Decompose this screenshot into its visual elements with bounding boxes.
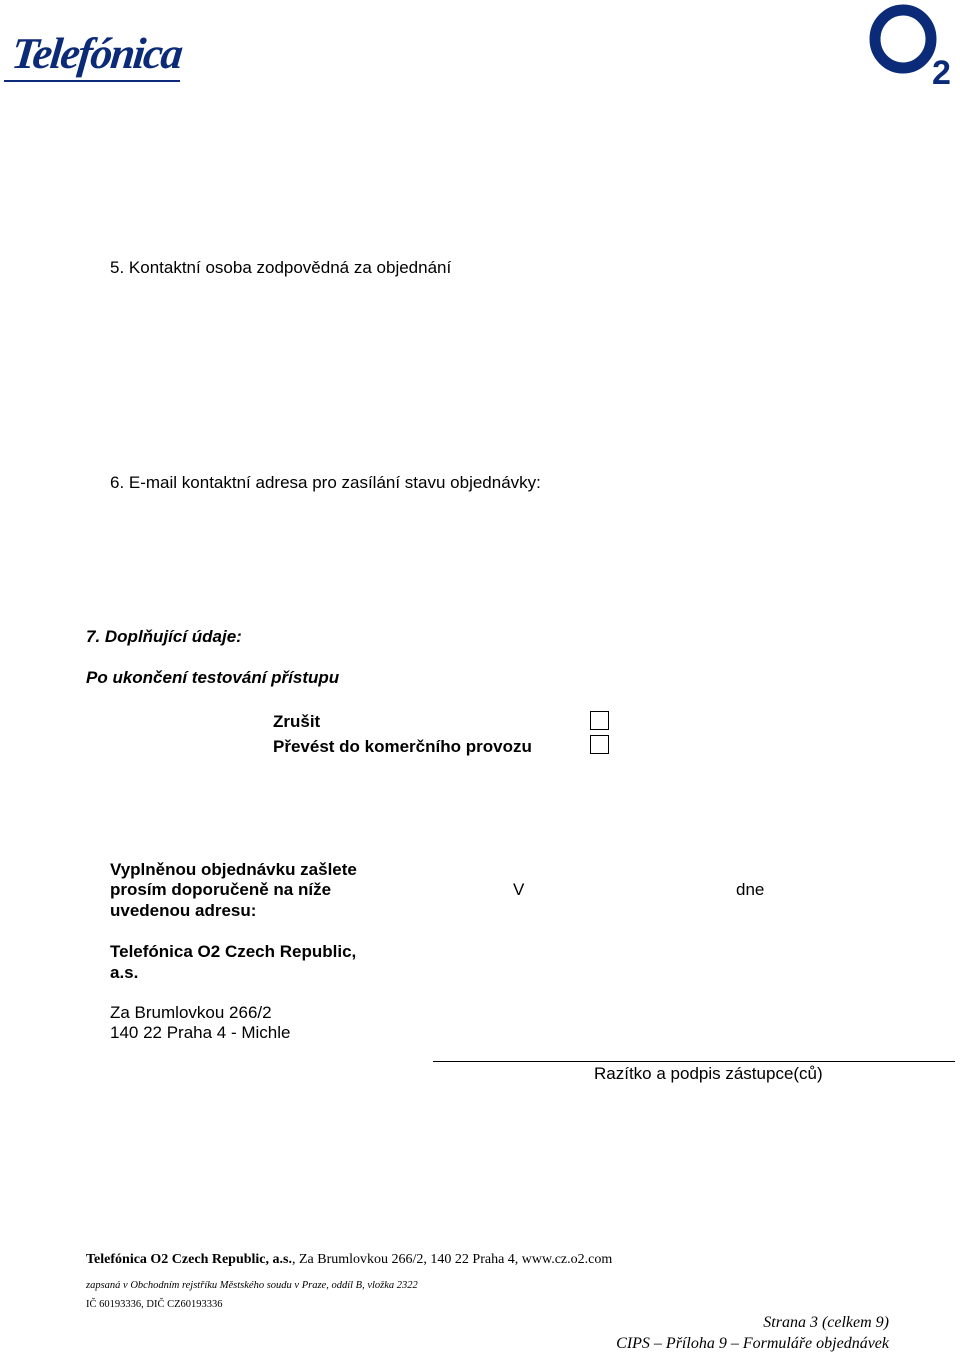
signature-line xyxy=(433,1061,955,1062)
section-7-heading: 7. Doplňující údaje: xyxy=(86,627,242,646)
section-7-subheading: Po ukončení testování přístupu xyxy=(86,668,340,687)
telefonica-logo-underline xyxy=(4,80,180,82)
footer-register: zapsaná v Obchodním rejstříku Městského soudu v Praze, oddíl B, vložka 2322 xyxy=(86,1280,418,1291)
footer-company-name: Telefónica O2 Czech Republic, a.s. xyxy=(86,1252,292,1267)
place-label: V xyxy=(513,880,525,899)
address-city: 140 22 Praha 4 - Michle xyxy=(110,1023,291,1042)
address-street: Za Brumlovkou 266/2 xyxy=(110,1003,272,1022)
option-cancel-label: Zrušit xyxy=(273,712,321,731)
telefonica-logo-text: Telefónica xyxy=(9,29,184,78)
footer-company-address: , Za Brumlovkou 266/2, 140 22 Praha 4, www.cz.o2.com xyxy=(291,1252,613,1267)
address-company-line2: a.s. xyxy=(110,963,139,982)
mailing-instruction-line1: Vyplněnou objednávku zašlete xyxy=(110,860,357,879)
mailing-instruction-line2: prosím doporučeně na níže xyxy=(110,880,332,899)
footer-page-number: Strana 3 (celkem 9) xyxy=(763,1314,889,1331)
telefonica-logo xyxy=(4,28,184,86)
mailing-instruction-line3: uvedenou adresu: xyxy=(110,901,257,920)
option-convert-label: Převést do komerčního provozu xyxy=(273,737,532,756)
section-6-heading: 6. E-mail kontaktní adresa pro zasílání stavu objednávky: xyxy=(110,473,541,492)
option-convert-checkbox[interactable] xyxy=(590,735,609,754)
footer-document-title: CIPS – Příloha 9 – Formuláře objednávek xyxy=(616,1335,889,1352)
footer-company xyxy=(86,1252,612,1268)
option-cancel-checkbox[interactable] xyxy=(590,711,609,730)
section-5-heading: 5. Kontaktní osoba zodpovědná za objednání xyxy=(110,258,452,277)
footer-ids: IČ 60193336, DIČ CZ60193336 xyxy=(86,1299,223,1310)
date-label: dne xyxy=(736,880,765,899)
signature-caption: Razítko a podpis zástupce(ců) xyxy=(594,1064,823,1083)
o2-logo xyxy=(866,0,960,90)
svg-text:2: 2 xyxy=(932,54,951,90)
address-company-line1: Telefónica O2 Czech Republic, xyxy=(110,942,357,961)
